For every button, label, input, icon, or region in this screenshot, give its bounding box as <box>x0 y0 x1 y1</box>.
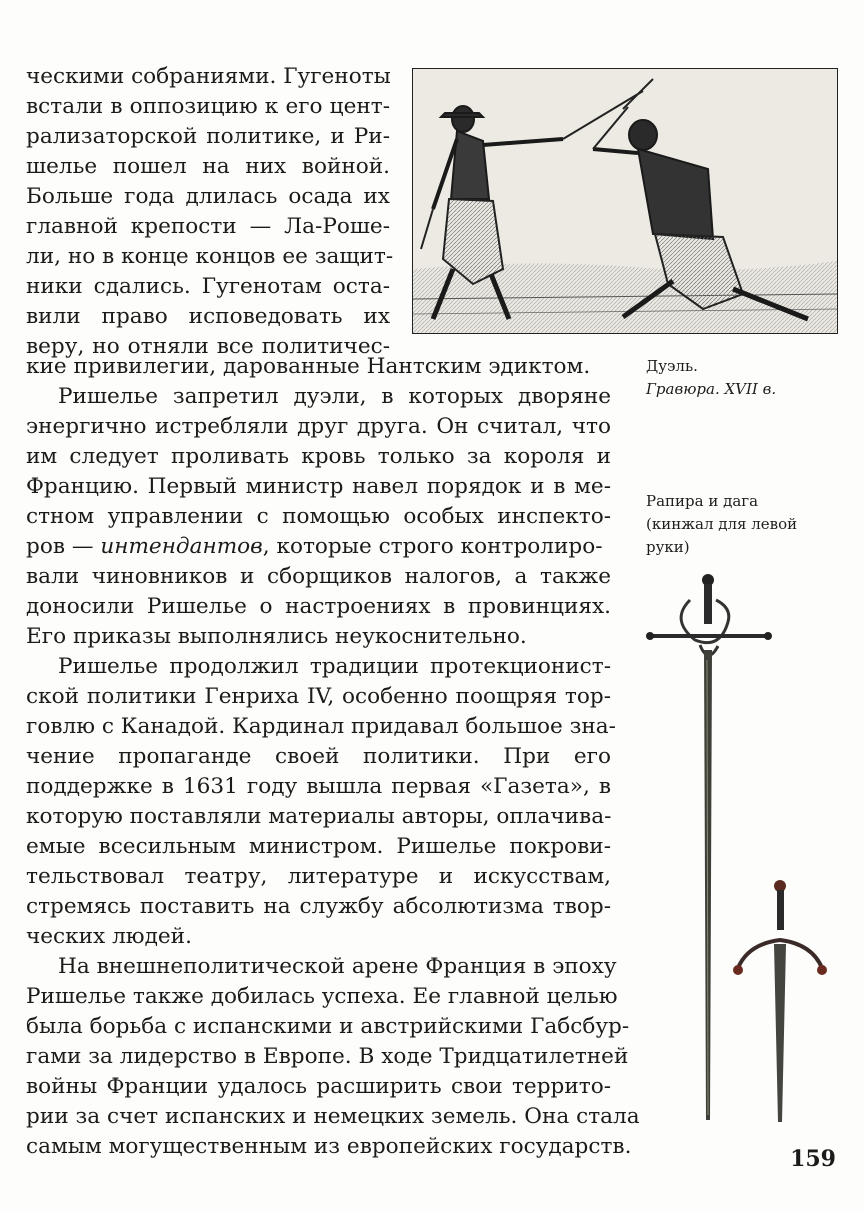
duel-caption-subtitle: Гравюра. XVII в. <box>646 380 777 398</box>
text-line: которую поставляли материалы авторы, оплачива- <box>26 804 612 829</box>
rapier-and-dagger-image <box>640 570 840 1130</box>
text-line: емые всесильным министром. Ришелье покрови- <box>26 834 611 859</box>
text-line: Его приказы выполнялись неукоснительно. <box>26 624 527 649</box>
text-line: ческими собраниями. Гугеноты <box>26 64 391 89</box>
text-line: энергично истребляли друг друга. Он считал, что <box>26 414 611 439</box>
text-line: ники сдались. Гугенотам оста- <box>26 274 390 299</box>
text-line: им следует проливать кровь только за короля и <box>26 444 611 469</box>
term-intendants: интендантов <box>100 534 263 559</box>
text-line: ческих людей. <box>26 924 192 949</box>
text-segment: , которые строго контролиро- <box>262 534 603 559</box>
text-line: Францию. Первый министр навел порядок и в ме- <box>26 474 611 499</box>
swords-caption-line: (кинжал для левой <box>646 515 798 533</box>
text-line: рализаторской политике, и Ри- <box>26 124 390 149</box>
text-line: Ришелье запретил дуэли, в которых дворяне <box>58 384 611 409</box>
text-line: ли, но в конце концов ее защит- <box>26 244 394 269</box>
text-segment: ров — <box>26 534 101 559</box>
text-line: стремясь поставить на службу абсолютизма твор- <box>26 894 611 919</box>
swords-caption-line: Рапира и дага <box>646 492 759 510</box>
text-line: гами за лидерство в Европе. В ходе Тридцатилетней <box>26 1044 629 1069</box>
text-line: шелье пошел на них войной. <box>26 154 390 179</box>
text-line <box>26 532 603 562</box>
text-line: веру, но отняли все политичес- <box>26 334 390 359</box>
text-line: вили право исповедовать их <box>26 304 390 329</box>
text-line: доносили Ришелье о настроениях в провинциях. <box>26 594 611 619</box>
text-line: Ришелье продолжил традиции протекционист- <box>58 654 611 679</box>
text-line: ской политики Генриха IV, особенно поощряя тор- <box>26 684 611 709</box>
text-line: чение пропаганде своей политики. При его <box>26 744 611 769</box>
duel-caption-title: Дуэль. <box>646 357 698 375</box>
text-line: рии за счет испанских и немецких земель. Она стала <box>26 1104 640 1129</box>
text-line: главной крепости — Ла-Роше- <box>26 214 390 239</box>
text-line: На внешнеполитической арене Франция в эпоху <box>58 954 617 979</box>
text-line: тельствовал театру, литературе и искусствам, <box>26 864 611 889</box>
text-line: Ришелье также добилась успеха. Ее главной целью <box>26 984 618 1009</box>
duel-engraving <box>412 68 838 334</box>
page-number: 159 <box>790 1146 836 1172</box>
swords-caption-line: руки) <box>646 538 690 556</box>
text-line: поддержке в 1631 году вышла первая «Газета», в <box>26 774 611 799</box>
text-line: стном управлении с помощью особых инспекто- <box>26 504 611 529</box>
text-line: вали чиновников и сборщиков налогов, а также <box>26 564 611 589</box>
text-line: Больше года длилась осада их <box>26 184 390 209</box>
text-line: говлю с Канадой. Кардинал придавал большое зна- <box>26 714 616 739</box>
text-line: встали в оппозицию к его цент- <box>26 94 390 119</box>
text-line: войны Франции удалось расширить свои террито- <box>26 1074 611 1099</box>
text-line: кие привилегии, дарованные Нантским эдиктом. <box>26 354 591 379</box>
text-line: самым могущественным из европейских государств. <box>26 1134 632 1159</box>
text-line: была борьба с испанскими и австрийскими Габсбур- <box>26 1014 630 1039</box>
